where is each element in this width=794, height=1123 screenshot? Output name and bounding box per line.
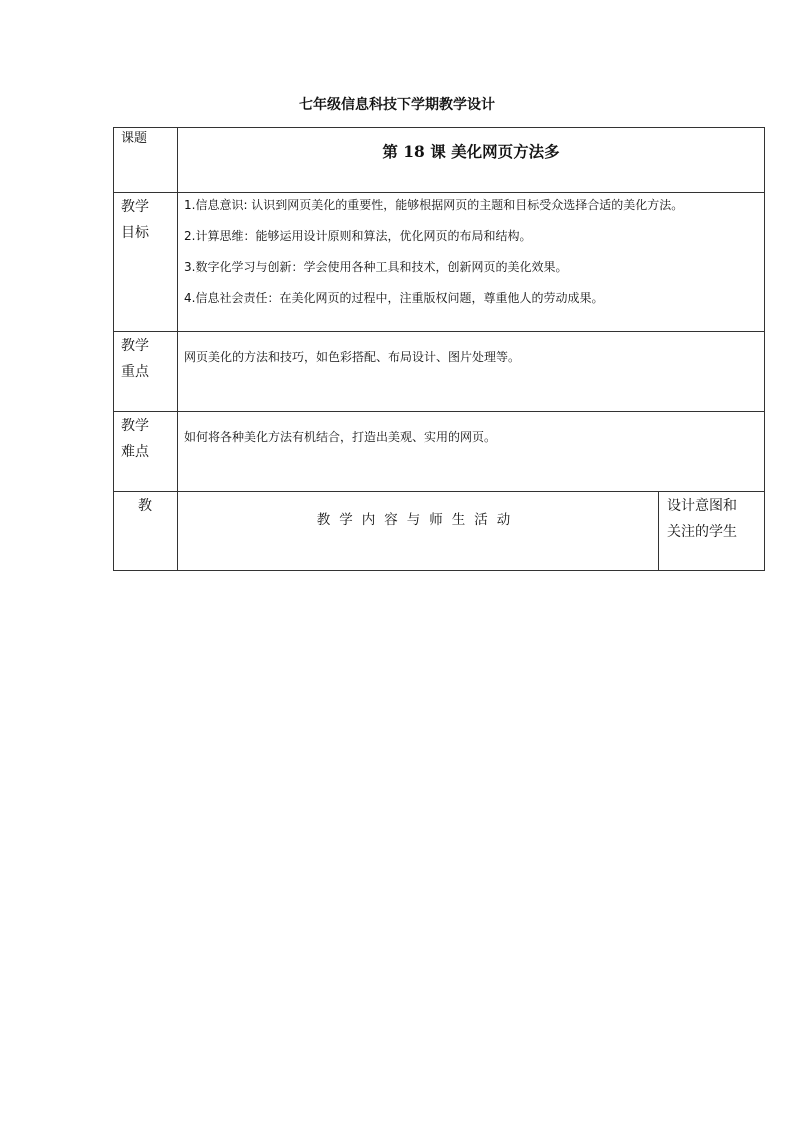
goals-list bbox=[178, 193, 765, 332]
key-points-text: 网页美化的方法和技巧，如色彩搭配、布局设计、图片处理等。 bbox=[178, 332, 765, 412]
key-points-row bbox=[114, 332, 765, 412]
topic-row bbox=[114, 128, 765, 193]
lesson-title: 第 18 课 美化网页方法多 bbox=[178, 128, 765, 193]
goal-item: 1.信息意识: 认识到网页美化的重要性，能够根据网页的主题和目标受众选择合适的美化方法。 bbox=[184, 198, 684, 212]
key-points-label: 教学 重点 bbox=[114, 332, 178, 412]
goal-item: 2.计算思维：能够运用设计原则和算法，优化网页的布局和结构。 bbox=[184, 229, 532, 243]
difficulties-text: 如何将各种美化方法有机结合，打造出美观、实用的网页。 bbox=[178, 412, 765, 492]
document-title: 七年级信息科技下学期教学设计 bbox=[299, 97, 495, 113]
teaching-label: 教 bbox=[114, 492, 178, 571]
difficulties-label: 教学 难点 bbox=[114, 412, 178, 492]
lesson-plan-table bbox=[113, 127, 765, 571]
design-intent-header: 设计意图和 关注的学生 bbox=[659, 492, 765, 571]
goals-label: 教学 目标 bbox=[114, 193, 178, 332]
goals-row bbox=[114, 193, 765, 332]
goal-item: 4.信息社会责任：在美化网页的过程中，注重版权问题，尊重他人的劳动成果。 bbox=[184, 291, 604, 305]
content-header-row bbox=[114, 492, 765, 571]
goal-item: 3.数字化学习与创新：学会使用各种工具和技术，创新网页的美化效果。 bbox=[184, 260, 568, 274]
content-header: 教学内容与师生活动 bbox=[178, 492, 659, 571]
difficulties-row bbox=[114, 412, 765, 492]
topic-label: 课题 bbox=[114, 128, 178, 193]
